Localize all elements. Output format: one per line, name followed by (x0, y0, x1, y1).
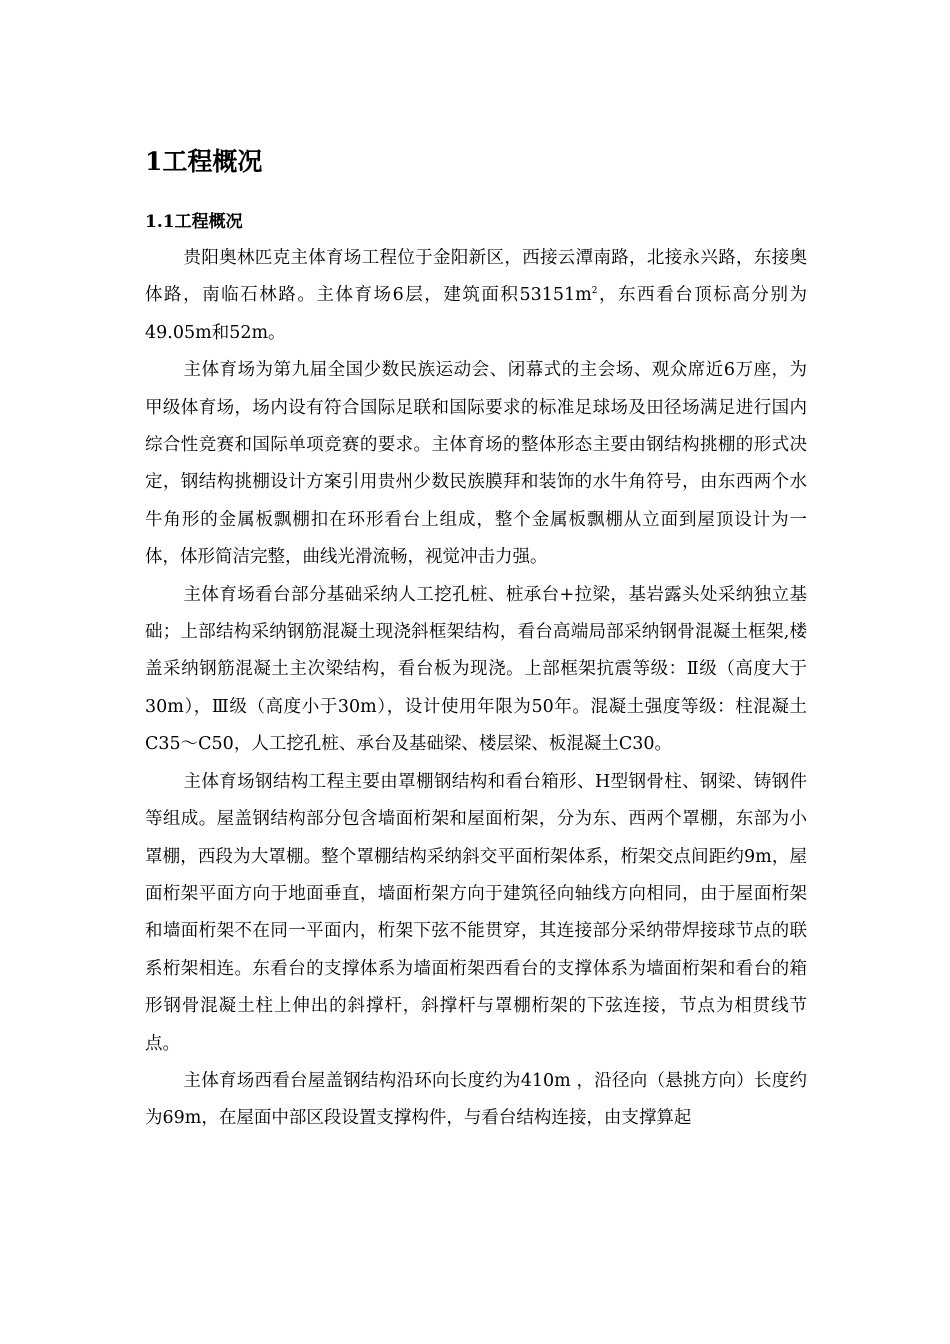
superscript: 2 (591, 286, 598, 297)
paragraph-foundation: 主体育场看台部分基础采纳人工挖孔桩、桩承台+拉梁，基岩露头处采纳独立基础；上部结构采纳钢筋混凝土现浇斜框架结构，看台高端局部采纳钢骨混凝土框架,楼盖采纳钢筋混凝土主次梁结构，看台板为现浇。上部框架抗震等级：Ⅱ级（高度大于30m），Ⅲ级（高度小于30m），设计使用年限为50年。混凝土强度等级：柱混凝土C35～C50，人工挖孔桩、承台及基础梁、楼层梁、板混凝土C30。 (145, 584, 807, 755)
section-heading: 1.1工程概况 (145, 212, 243, 232)
paragraph-purpose: 主体育场为第九届全国少数民族运动会、闭幕式的主会场、观众席近6万座，为甲级体育场，场内设有符合国际足联和国际要求的标准足球场及田径场满足进行国内综合性竞赛和国际单项竞赛的要求。主体育场的整体形态主要由钢结构挑棚的形式决定，钢结构挑棚设计方案引用贵州少数民族膜拜和装饰的水牛角符号，由东西两个水牛角形的金属板飘棚扣在环形看台上组成，整个金属板飘棚从立面到屋顶设计为一体，体形简洁完整，曲线光滑流畅，视觉冲击力强。 (145, 360, 807, 568)
body-text (145, 240, 807, 1138)
paragraph-text: 贵阳奥林匹克主体育场工程位于金阳新区，西接云潭南路，北接永兴路，东接奥体路，南临石林路。主体育场6层，建筑面积53151m (145, 248, 807, 306)
paragraph-text: ，东西看台顶标高分别为49.05m和52m。 (145, 285, 807, 343)
paragraph-west-roof: 主体育场西看台屋盖钢结构沿环向长度约为410m ，沿径向（悬挑方向）长度约为69m，在屋面中部区段设置支撑构件，与看台结构连接，由支撑算起 (145, 1070, 807, 1129)
chapter-heading: 1工程概况 (145, 147, 263, 176)
paragraph-steel-structure: 主体育场钢结构工程主要由罩棚钢结构和看台箱形、H型钢骨柱、钢梁、铸钢件等组成。屋盖钢结构部分包含墙面桁架和屋面桁架，分为东、西两个罩棚，东部为小罩棚，西段为大罩棚。整个罩棚结构采纳斜交平面桁架体系，桁架交点间距约9m，屋面桁架平面方向于地面垂直，墙面桁架方向于建筑径向轴线方向相同，由于屋面桁架和墙面桁架不在同一平面内，桁架下弦不能贯穿，其连接部分采纳带焊接球节点的联系桁架相连。东看台的支撑体系为墙面桁架西看台的支撑体系为墙面桁架和看台的箱形钢骨混凝土柱上伸出的斜撑杆，斜撑杆与罩棚桁架的下弦连接，节点为相贯线节点。 (145, 771, 807, 1054)
paragraph-location (145, 240, 807, 352)
